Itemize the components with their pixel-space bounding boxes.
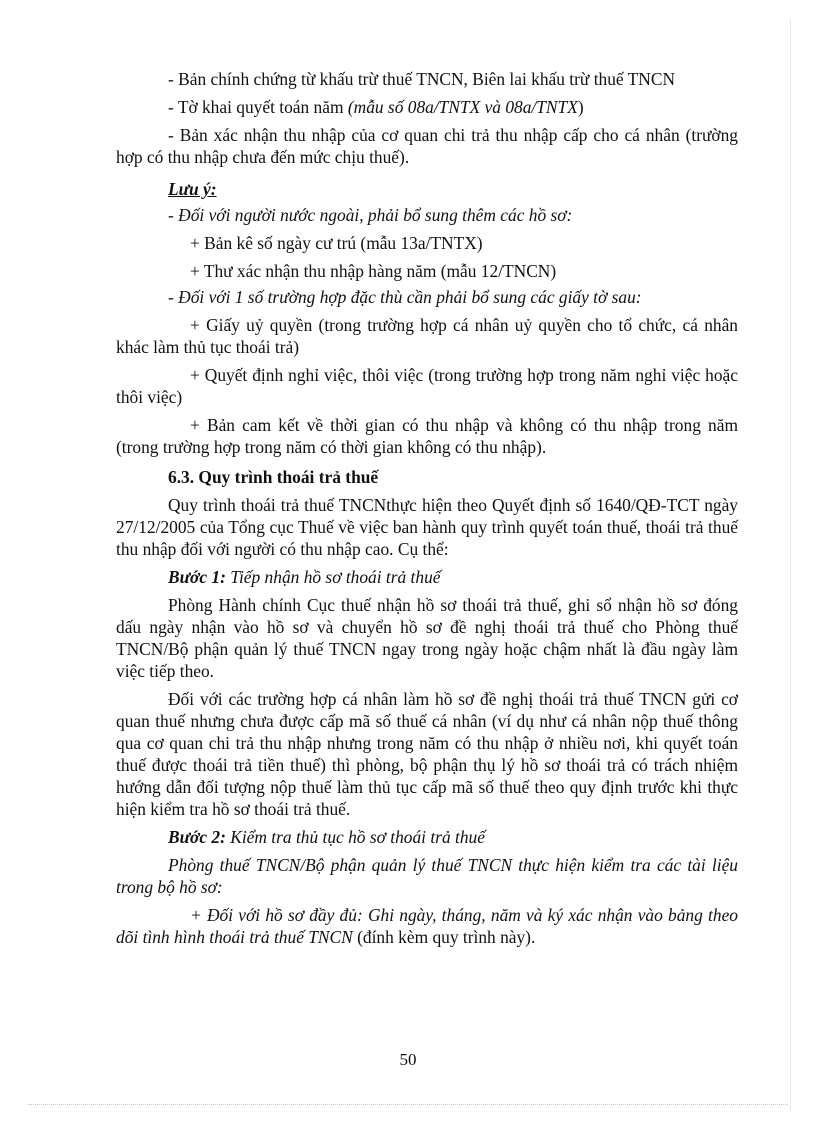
page-number: 50 <box>399 1050 417 1069</box>
item-income-confirmation: - Bản xác nhận thu nhập của cơ quan chi trả thu nhập cấp cho cá nhân (trường hợp có thu nhập chưa đến mức chịu thuế). <box>116 125 738 167</box>
paragraph-no-tax-code: Đối với các trường hợp cá nhân làm hồ sơ đề nghị thoái trả thuế TNCN gửi cơ quan thuế nhưng chưa được cấp mã số thuế cá nhân (ví dụ như cá nhân nộp thuế thông qua cơ quan chi trả thu nhập nhưng trong năm có thu nhập ở nhiều nơi, khi quyết toán thuế được thoái trả tiền thuế) thì phòng, bộ phận thụ lý hồ sơ thoái trả có trách nhiệm hướng dẫn đối tượng nộp thuế làm thủ tục cấp mã số thuế theo quy định trước khi thực hiện kiểm tra hồ sơ thoái trả thuế. <box>116 689 738 819</box>
item-withholding-certificate: - Bản chính chứng từ khấu trừ thuế TNCN, Biên lai khấu trừ thuế TNCN <box>168 69 676 89</box>
paragraph-procedure: Quy trình thoái trả thuế TNCNthực hiện theo Quyết định số 1640/QĐ-TCT ngày 27/12/2005 của Tổng cục Thuế về việc ban hành quy trình quyết toán thuế, thoái trả thuế thu nhập đối với người có thu nhập cao. Cụ thể: <box>116 495 738 559</box>
item-annual-declaration-text: - Tờ khai quyết toán năm <box>168 97 348 117</box>
step-2 <box>116 826 738 848</box>
step-2-title: Kiểm tra thủ tục hồ sơ thoái trả thuế <box>225 827 485 847</box>
special-resignation: + Quyết định nghỉ việc, thôi việc (trong trường hợp trong năm nghỉ việc hoặc thôi việc) <box>116 365 738 407</box>
item-annual-declaration-close: ) <box>577 97 584 117</box>
page-bottom-rule <box>28 1104 788 1105</box>
note-foreigners-residence: + Bản kê số ngày cư trú (mẫu 13a/TNTX) <box>190 233 483 253</box>
special-authorization: + Giấy uỷ quyền (trong trường hợp cá nhân uỷ quyền cho tổ chức, cá nhân khác làm thủ tục thoái trả) <box>116 315 738 357</box>
section-heading: 6.3. Quy trình thoái trả thuế <box>168 467 379 487</box>
note-foreigners-income-letter: + Thư xác nhận thu nhập hàng năm (mẫu 12/TNCN) <box>190 261 557 281</box>
note-foreigners: - Đối với người nước ngoài, phải bổ sung thêm các hồ sơ: <box>168 205 573 225</box>
item-annual-declaration-form: (mẫu số 08a/TNTX và 08a/TNTX <box>347 97 578 117</box>
paragraph-admin-office: Phòng Hành chính Cục thuế nhận hồ sơ thoái trả thuế, ghi sổ nhận hồ sơ đóng dấu ngày nhận vào hồ sơ và chuyển hồ sơ đề nghị thoái trả thuế cho Phòng thuế TNCN/Bộ phận quản lý thuế TNCN ngay trong ngày hoặc chậm nhất là đầu ngày làm việc tiếp theo. <box>116 595 738 681</box>
note-title <box>116 178 738 200</box>
special-commitment: + Bản cam kết về thời gian có thu nhập và không có thu nhập trong năm (trong trường hợp trong năm có thời gian không có thu nhập). <box>116 415 738 457</box>
document-body <box>116 68 738 948</box>
step-2-label: Bước 2: <box>168 827 226 847</box>
step-1 <box>116 566 738 588</box>
note-special-cases: - Đối với 1 số trường hợp đặc thù cần phải bổ sung các giấy tờ sau: <box>168 287 642 307</box>
item-annual-declaration <box>116 96 738 118</box>
note-title-text: Lưu ý: <box>168 179 217 199</box>
step-1-title: Tiếp nhận hồ sơ thoái trả thuế <box>225 567 441 587</box>
paragraph-check-docs: Phòng thuế TNCN/Bộ phận quản lý thuế TNCN thực hiện kiểm tra các tài liệu trong bộ hồ sơ: <box>116 855 738 897</box>
complete-docs-attachment: (đính kèm quy trình này). <box>352 927 536 947</box>
page-edge-rule <box>790 20 791 1110</box>
step-1-label: Bước 1: <box>168 567 226 587</box>
complete-docs-text: + Đối với hồ sơ đầy đủ: Ghi ngày, tháng, năm và ký xác nhận vào bảng theo dõi tình hình thoái trả thuế TNCN <box>116 905 738 947</box>
paragraph-complete-docs <box>116 904 738 948</box>
